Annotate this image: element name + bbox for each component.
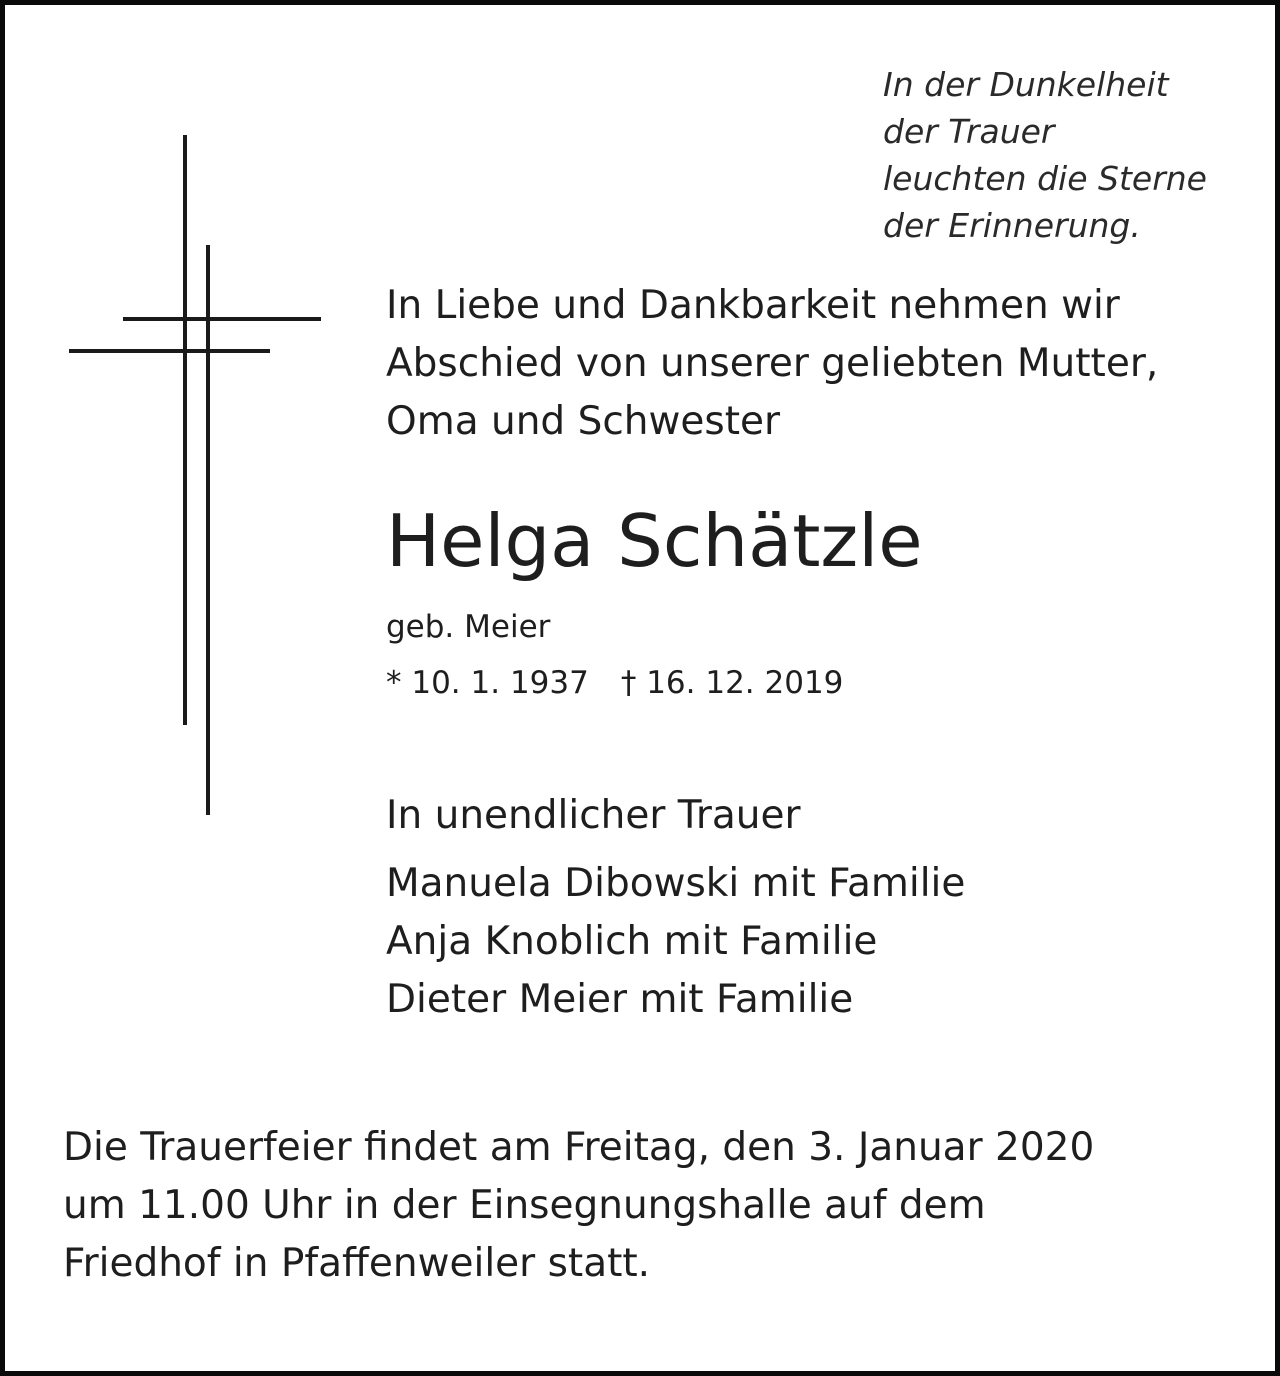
intro-line: Abschied von unserer geliebten Mutter,	[386, 341, 1159, 386]
mourner-name: Anja Knoblich mit Familie	[386, 919, 878, 964]
birth-date: * 10. 1. 1937	[386, 665, 589, 701]
cross-icon	[65, 133, 325, 823]
motto-line: der Erinnerung.	[883, 206, 1141, 245]
motto-verse	[883, 61, 1207, 249]
life-dates	[386, 661, 843, 705]
motto-line: In der Dunkelheit	[883, 65, 1169, 104]
service-line: Die Trauerfeier findet am Freitag, den 3. Januar 2020	[63, 1125, 1095, 1170]
intro-line: Oma und Schwester	[386, 399, 781, 444]
mourner-name: Manuela Dibowski mit Familie	[386, 861, 966, 906]
service-line: um 11.00 Uhr in der Einsegnungshalle auf dem	[63, 1183, 986, 1228]
mourner-name: Dieter Meier mit Familie	[386, 977, 854, 1022]
mourners-heading: In unendlicher Trauer	[386, 793, 801, 838]
intro-line: In Liebe und Dankbarkeit nehmen wir	[386, 283, 1120, 328]
mourners-list	[386, 855, 965, 1029]
death-date: † 16. 12. 2019	[620, 665, 844, 701]
motto-line: der Trauer	[883, 112, 1055, 151]
motto-line: leuchten die Sterne	[883, 159, 1207, 198]
funeral-service-info	[63, 1119, 1094, 1293]
deceased-name: Helga Schätzle	[386, 499, 923, 583]
intro-text	[386, 277, 1158, 451]
service-line: Friedhof in Pfaffenweiler statt.	[63, 1241, 651, 1286]
maiden-name: geb. Meier	[386, 609, 551, 645]
